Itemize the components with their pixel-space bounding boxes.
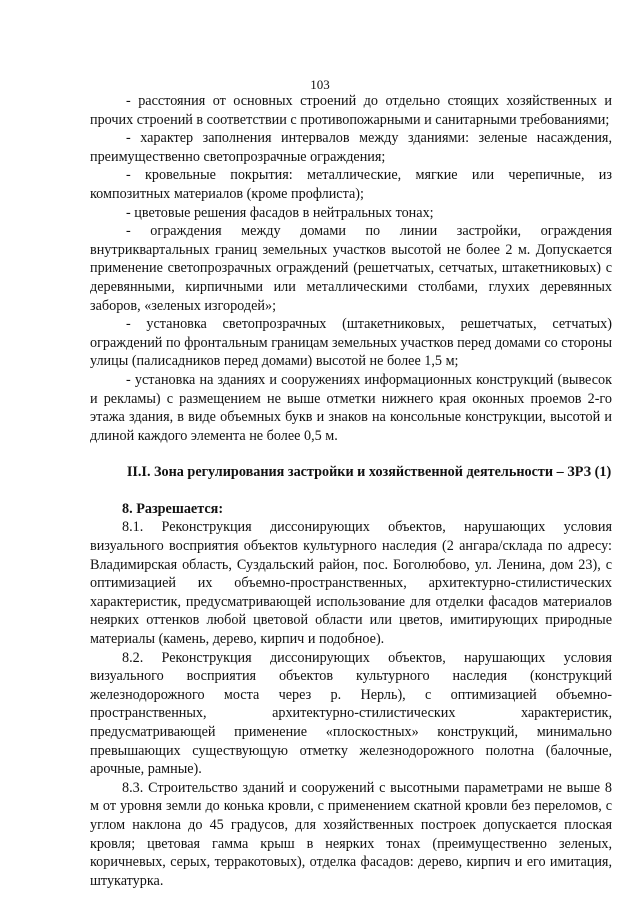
- bullet-paragraph: - расстояния от основных строений до отдельно стоящих хозяйственных и прочих строений в соответствии с противопожарными и санитарными требованиями;: [90, 93, 612, 128]
- subsection-heading: 8. Разрешается:: [122, 500, 224, 517]
- section-heading: II.I. Зона регулирования застройки и хозяйственной деятельности – ЗРЗ (1): [126, 464, 612, 481]
- page-number: 103: [310, 77, 330, 92]
- bullet-paragraph: - установка светопрозрачных (штакетниковых, решетчатых, сетчатых) ограждений по фронтальным границам земельных участков перед домами со стороны улицы (палисадников перед домами) высотой не более 1,5 м;: [90, 316, 612, 370]
- bullet-paragraph: - ограждения между домами по линии застройки, ограждения внутриквартальных границ земельных участков высотой не более 2 м. Допускается применение светопрозрачных ограждений (решетчатых, сетчатых, штакетниковых) с деревянными, кирпичными или металлическими столбами, глухих деревянных заборов, «зеленых изгородей»;: [90, 223, 612, 314]
- bullet-paragraph: - установка на зданиях и сооружениях информационных конструкций (вывесок и рекламы) с размещением не выше отметки нижнего края оконных проемов 2-го этажа здания, в виде объемных букв и знаков на консольные конструкции, высотой и длиной каждого элемента не более 0,5 м.: [90, 371, 612, 444]
- bullet-paragraph: - кровельные покрытия: металлические, мягкие или черепичные, из композитных материалов (кроме профлиста);: [90, 167, 612, 202]
- numbered-item: 8.1. Реконструкция диссонирующих объектов, нарушающих условия визуального восприятия объектов культурного наследия (2 ангара/склада по адресу: Владимирская область, Суздальский район, пос. Боголюбово, ул. Ленина, дом 23), с оптимизацией их объемно-пространственных, архитектурно-стилистических характеристик, предусматривающей использование для отделки фасадов материалов неярких оттенков любой цветовой области или цветов, имитирующих природные материалы (камень, дерево, кирпич и подобное).: [90, 519, 612, 648]
- bullet-paragraph: - характер заполнения интервалов между зданиями: зеленые насаждения, преимущественно светопрозрачные ограждения;: [90, 130, 612, 165]
- numbered-item: 8.2. Реконструкция диссонирующих объектов, нарушающих условия визуального восприятия объектов культурного наследия (конструкций железнодорожного моста через р. Нерль), с оптимизацией объемно-пространственных, архитектурно-стилистических характеристик, предусматривающей применение «плоскостных» конструкций, минимально превышающих существующую отметку железнодорожного полотна (балочные, арочные, рамные).: [90, 649, 612, 778]
- bullet-paragraph: - цветовые решения фасадов в нейтральных тонах;: [126, 204, 434, 221]
- document-body: [90, 92, 612, 890]
- numbered-item: 8.3. Строительство зданий и сооружений с высотными параметрами не выше 8 м от уровня земли до конька кровли, с применением скатной кровли без переломов, с углом наклона до 45 градусов, для хозяйственных построек допускается плоская кровля; цветовая гамма крыш в неярких тонах (преимущественно зеленых, коричневых, серых, терракотовых), отделка фасадов: дерево, кирпич и его имитация, штукатурка.: [90, 779, 612, 889]
